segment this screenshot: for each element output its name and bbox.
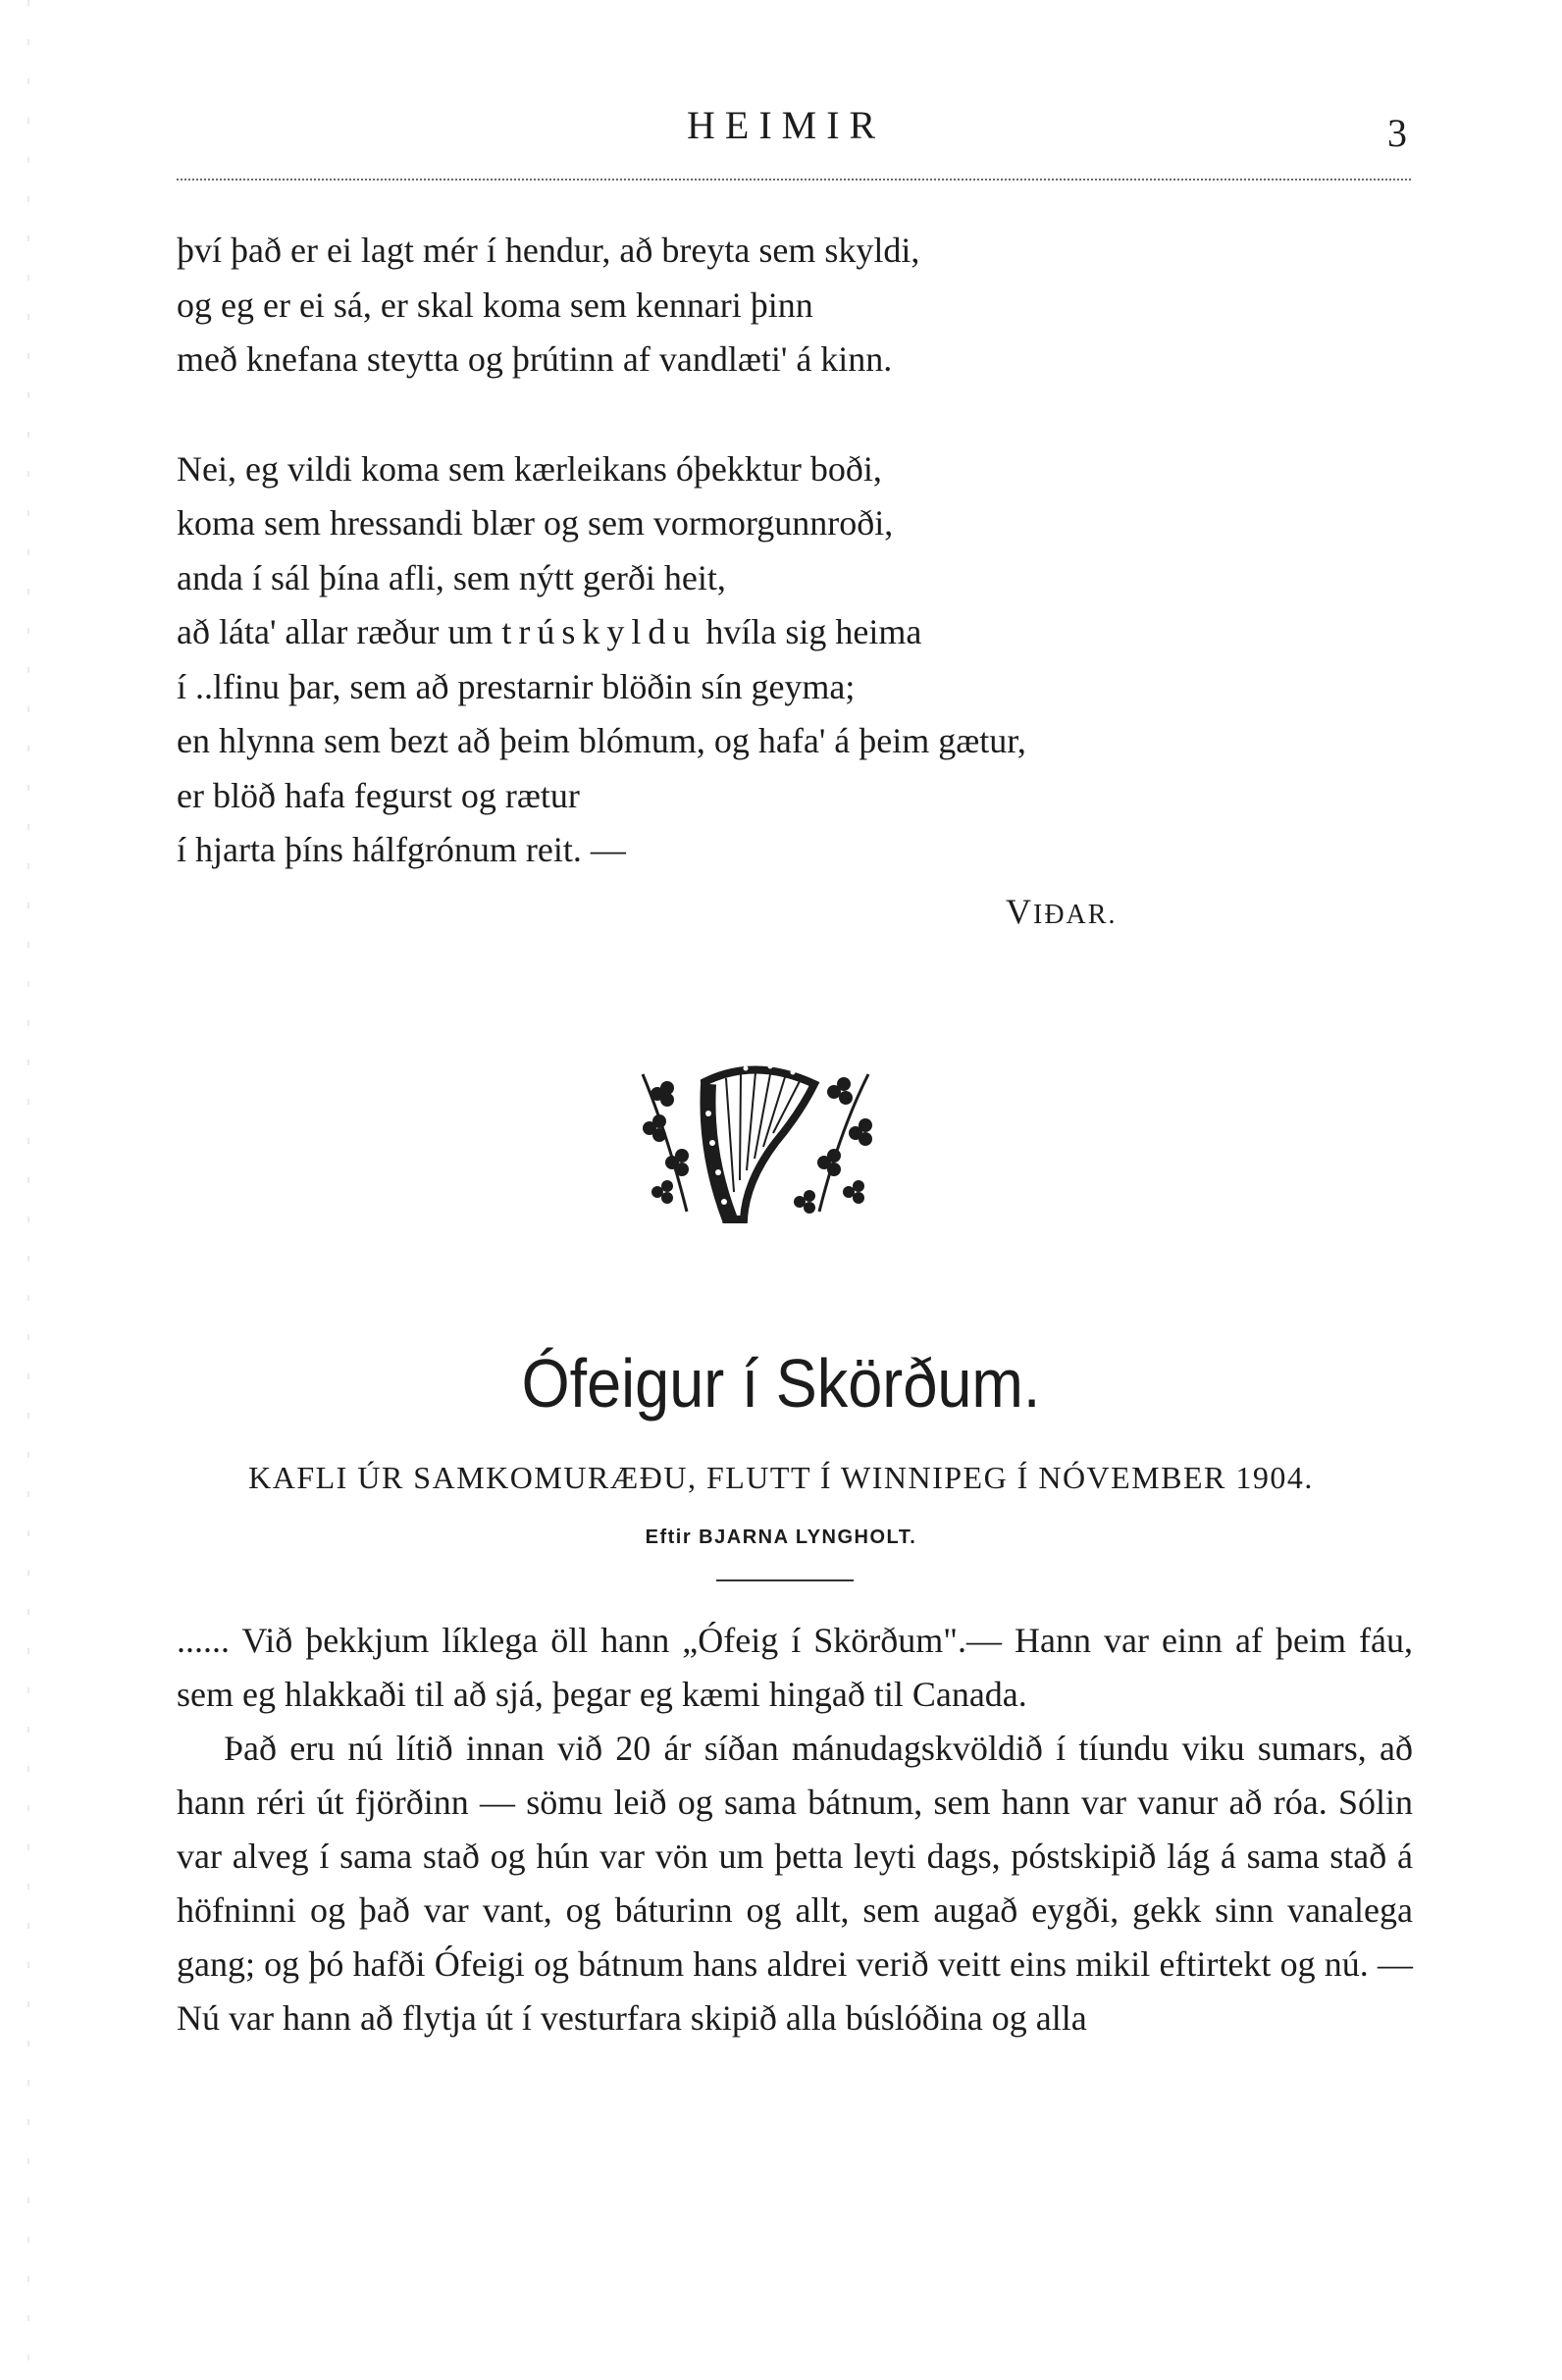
verse-line: og eg er ei sá, er skal koma sem kennari þinn — [177, 285, 813, 325]
section-divider — [716, 1579, 854, 1581]
verse-segment: að láta' allar ræður um — [177, 612, 502, 651]
poem-signature — [1006, 891, 1117, 932]
verse-line: anda í sál þína afli, sem nýtt gerði heit, — [177, 557, 726, 597]
poem-stanza-1 — [177, 224, 1413, 388]
article-paragraph: ...... Við þekkjum líklega öll hann „Ófeig í Skörðum".— Hann var einn af þeim fáu, sem eg hlakkaði til að sjá, þegar eg kæmi hingað til Canada. — [177, 1621, 1413, 1714]
harp-pillar — [707, 1084, 730, 1219]
scan-edge-mark — [27, 0, 29, 2380]
verse-line: en hlynna sem bezt að þeim blómum, og hafa' á þeim gætur, — [177, 721, 1026, 760]
signature-initial: V — [1006, 892, 1033, 931]
header-divider — [177, 179, 1411, 181]
verse-line — [177, 605, 1413, 660]
verse-line: Nei, eg vildi koma sem kærleikans óþekktur boði, — [177, 448, 882, 489]
verse-line: er blöð hafa fegurst og rætur — [177, 775, 580, 815]
article-title: Ófeigur í Skörðum. — [521, 1345, 1041, 1422]
spaced-emphasis: trúskyldu — [501, 612, 698, 651]
verse-segment: hvíla sig heima — [697, 612, 922, 651]
verse-line: í hjarta þíns hálfgrónum reit. — — [177, 830, 626, 869]
article-paragraph: Það eru nú lítið innan við 20 ár síðan mánudagskvöldið í tíundu viku sumars, að hann réri út fjörðinn — sömu leið og sama bátnum, sem hann var vanur að róa. Sólin var alveg í sama stað og hún var vön um þetta leyti dags, póstskipið lág á sama stað á höfninni og það var vant, og báturinn og allt, sem augað eygði, gekk sinn vanalega gang; og þó hafði Ófeigi og bátnum hans aldrei verið veitt eins mikil eftirtekt og nú. — Nú var hann að flytja út í vesturfara skipið alla búslóðina og alla — [177, 1729, 1413, 2038]
article-byline: Eftir BJARNA LYNGHOLT. — [645, 1526, 917, 1548]
verse-line: því það er ei lagt mér í hendur, að breyta sem skyldi, — [177, 231, 920, 270]
poem — [177, 224, 1413, 933]
signature-rest: IÐAR. — [1033, 900, 1118, 930]
article-subtitle: KAFLI ÚR SAMKOMURÆÐU, FLUTT Í WINNIPEG Í NÓVEMBER 1904. — [248, 1460, 1314, 1495]
running-header-title: HEIMIR — [687, 103, 886, 147]
page-number: 3 — [1387, 111, 1407, 155]
verse-line: í ..lfinu þar, sem að prestarnir blöðin sín geyma; — [177, 666, 856, 706]
article-body — [177, 1614, 1413, 2045]
poem-stanza-2 — [177, 442, 1413, 878]
verse-line: með knefana steytta og þrútinn af vandlæti' á kinn. — [177, 339, 893, 379]
harp-shamrock-ornament-icon — [628, 1055, 883, 1226]
verse-line: koma sem hressandi blær og sem vormorgunnroði, — [177, 503, 894, 543]
